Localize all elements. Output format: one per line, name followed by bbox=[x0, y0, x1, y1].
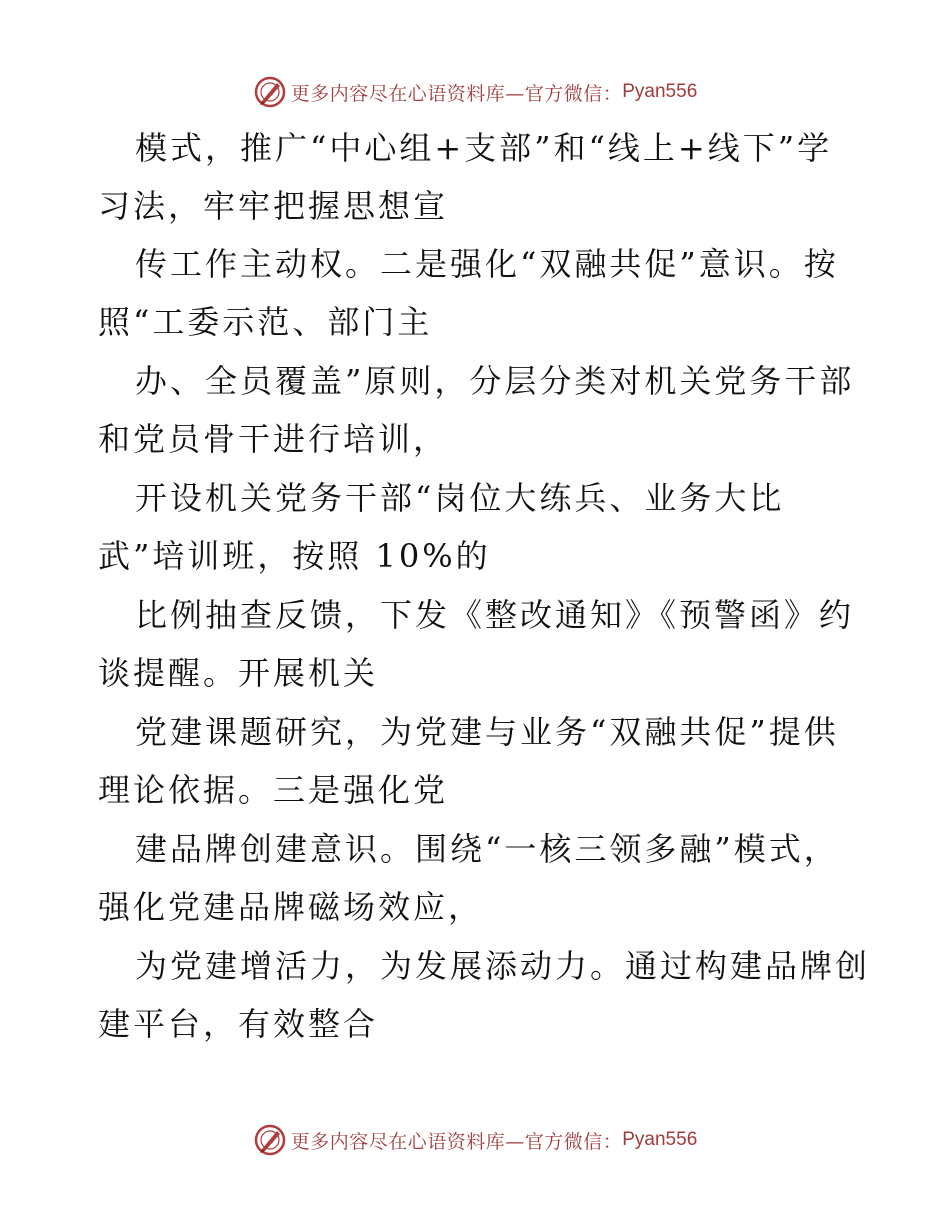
text-line: 建品牌创建意识。围绕“一核三领多融”模式， bbox=[135, 830, 839, 868]
wechat-id: Pyan556 bbox=[622, 1129, 698, 1150]
pen-logo-icon bbox=[253, 75, 287, 109]
text-line: 理论依据。三是强化党 bbox=[98, 771, 449, 809]
text-line: 模式，推广“中心组+支部”和“线上+线下”学 bbox=[135, 129, 833, 167]
text-line: 建平台，有效整合 bbox=[98, 1005, 379, 1043]
text-line: 开设机关党务干部“岗位大练兵、业务大比 bbox=[135, 479, 785, 517]
banner-text: 更多内容尽在心语资料库—官方微信： bbox=[290, 82, 623, 105]
text-line: 武”培训班，按照 10%的 bbox=[98, 537, 491, 575]
text-line: 习法，牢牢把握思想宣 bbox=[98, 187, 449, 225]
text-line: 比例抽查反馈，下发《整改通知》《预警函》约 bbox=[135, 596, 855, 634]
header-banner bbox=[0, 70, 950, 114]
text-line: 为党建增活力，为发展添动力。通过构建品牌创 bbox=[135, 947, 871, 985]
footer-banner bbox=[0, 1118, 950, 1162]
wechat-id: Pyan556 bbox=[622, 81, 698, 102]
text-line: 照“工委示范、部门主 bbox=[98, 303, 433, 341]
text-line: 党建课题研究，为党建与业务“双融共促”提供 bbox=[135, 713, 839, 751]
text-line: 传工作主动权。二是强化“双融共促”意识。按 bbox=[135, 245, 839, 283]
text-line: 谈提醒。开展机关 bbox=[98, 654, 379, 692]
text-line: 和党员骨干进行培训， bbox=[98, 420, 449, 458]
text-line: 强化党建品牌磁场效应， bbox=[98, 888, 484, 926]
pen-logo-icon bbox=[253, 1123, 287, 1157]
banner-text: 更多内容尽在心语资料库—官方微信： bbox=[290, 1130, 623, 1153]
text-line: 办、全员覆盖”原则，分层分类对机关党务干部 bbox=[135, 362, 855, 400]
